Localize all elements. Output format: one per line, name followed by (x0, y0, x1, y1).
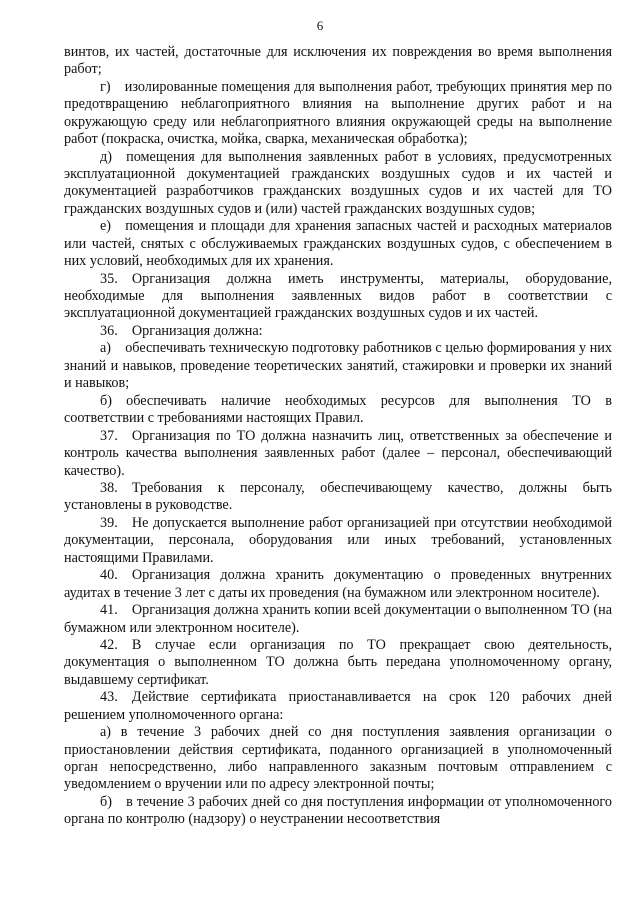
paragraph-40: 40. Организация должна хранить документацию о проведенных внутренних аудитах в течение 3 лет с даты их проведения (на бумажном или электронном носителе). (64, 567, 612, 601)
paragraph-36: 36. Организация должна: (100, 322, 263, 339)
paragraph-43: 43. Действие сертификата приостанавливается на срок 120 рабочих дней решением уполномоченного органа: (64, 689, 612, 723)
paragraph-39: 39. Не допускается выполнение работ организацией при отсутствии необходимой документации, персонала, оборудования или иных требований, установленных настоящими Правилами. (64, 514, 612, 566)
paragraph-43-b: б) в течение 3 рабочих дней со дня поступления информации от уполномоченного органа по контролю (надзору) о неустранении несоответствия (64, 793, 612, 828)
paragraph-43-a: а) в течение 3 рабочих дней со дня поступления заявления организации о приостановлении действия сертификата, поданного организацией в уполномоченный орган непосредственно, либо направленного заказным почтовым отправлением с уведомлением о вручении или по адресу электронной почты; (64, 724, 612, 793)
paragraph-42: 42. В случае если организация по ТО прекращает свою деятельность, документация о выполненном ТО должна быть передана уполномоченному органу, выдавшему сертификат. (64, 637, 612, 688)
paragraph-38: 38. Требования к персоналу, обеспечивающему качество, должны быть установлены в руководстве. (64, 480, 612, 514)
paragraph-35: 35. Организация должна иметь инструменты, материалы, оборудование, необходимые для выполнения заявленных видов работ в соответствии с эксплуатационной документацией гражданских воздушных судов и их частей. (64, 270, 612, 322)
page-number: 6 (316, 18, 324, 33)
paragraph-item-g: г) изолированные помещения для выполнения работ, требующих принятия мер по предотвращению неблагоприятного влияния на выполнение других работ и на окружающую среду или неблагоприятного влияния окружающей среды на выполнение работ (покраска, очистка, мойка, сварка, механическая обработка); (64, 78, 612, 148)
paragraph-36-b: б) обеспечивать наличие необходимых ресурсов для выполнения ТО в соответствии с требованиями настоящих Правил. (64, 392, 612, 427)
paragraph-continuation: винтов, их частей, достаточные для исключения их повреждения во время выполнения работ; (64, 44, 612, 78)
paragraph-item-d: д) помещения для выполнения заявленных работ в условиях, предусмотренных эксплуатационной документацией гражданских воздушных судов и их частей и документацией разработчиков гражданских воздушных судов и их частей для ТО гражданских воздушных судов и (или) частей гражданских воздушных судов; (64, 148, 612, 217)
paragraph-41: 41. Организация должна хранить копии всей документации о выполненном ТО (на бумажном или электронном носителе). (64, 602, 612, 636)
paragraph-item-e: е) помещения и площади для хранения запасных частей и расходных материалов или частей, снятых с обслуживаемых гражданских воздушных судов, с обеспечением в них условий, необходимых для их хранения. (64, 218, 612, 270)
document-body (64, 44, 612, 829)
paragraph-37: 37. Организация по ТО должна назначить лиц, ответственных за обеспечение и контроль качества выполнения заявленных работ (далее – персонал, обеспечивающий качество). (64, 427, 612, 479)
paragraph-36-a: а) обеспечивать техническую подготовку работников с целью формирования у них знаний и навыков, проведение теоретических занятий, стажировки и проверки их знаний и навыков; (64, 340, 612, 392)
